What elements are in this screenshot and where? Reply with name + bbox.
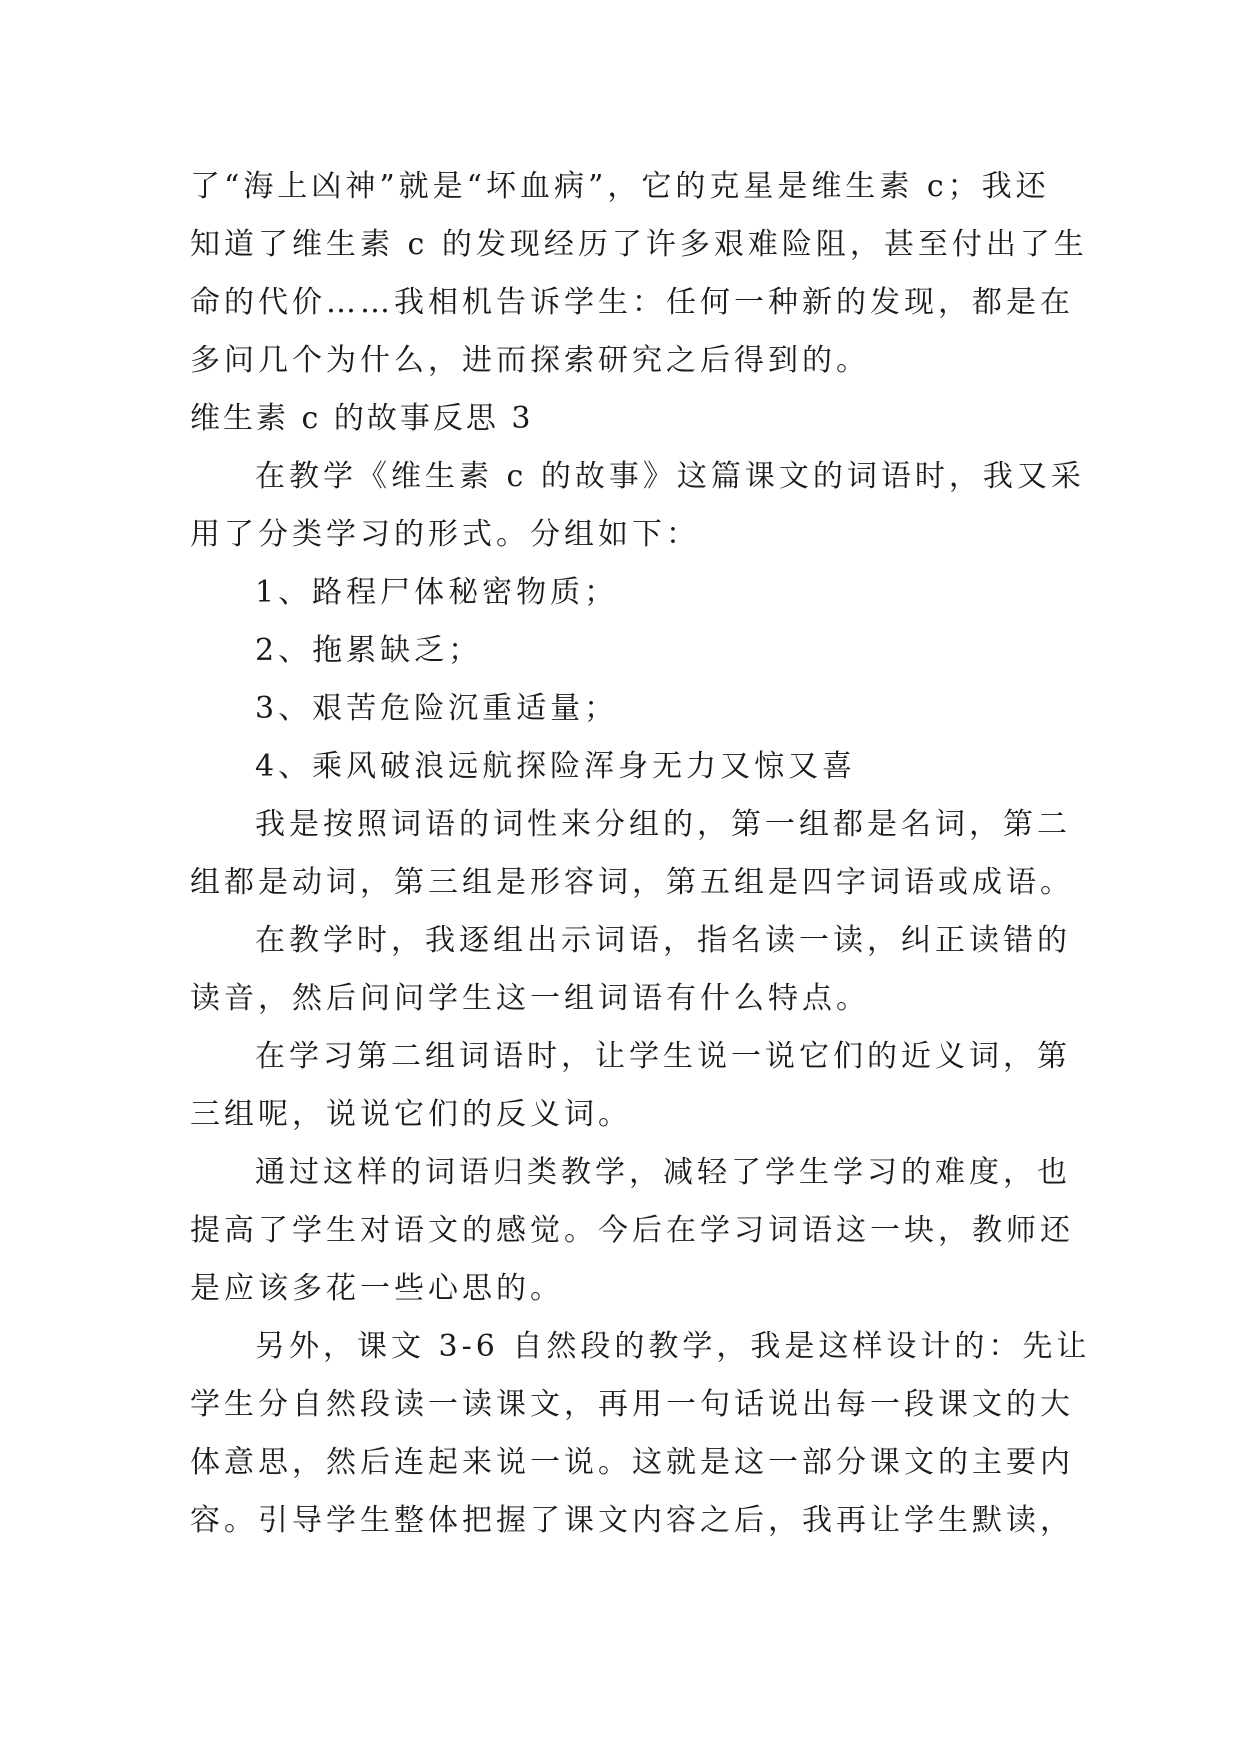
paragraph-first-line: 在教学《维生素 c 的故事》这篇课文的词语时，我又采 — [255, 459, 1085, 494]
paragraph-first-line: 另外，课文 3-6 自然段的教学，我是这样设计的：先让 — [255, 1329, 1091, 1364]
section-heading: 维生素 c 的故事反思 3 — [190, 401, 534, 436]
paragraph-first-line: 在学习第二组词语时，让学生说一说它们的近义词，第 — [255, 1039, 1071, 1074]
text-line: 三组呢，说说它们的反义词。 — [190, 1097, 632, 1132]
text-line: 命的代价……我相机告诉学生：任何一种新的发现，都是在 — [190, 285, 1074, 320]
text-line: 是应该多花一些心思的。 — [190, 1271, 564, 1306]
list-item: 2、拖累缺乏； — [255, 633, 483, 668]
text-line: 知道了维生素 c 的发现经历了许多艰难险阻，甚至付出了生 — [190, 227, 1088, 262]
list-item: 4、乘风破浪远航探险浑身无力又惊又喜 — [255, 749, 857, 784]
text-line: 体意思，然后连起来说一说。这就是这一部分课文的主要内 — [190, 1445, 1074, 1480]
paragraph-first-line: 我是按照词语的词性来分组的，第一组都是名词，第二 — [255, 807, 1071, 842]
list-item: 3、艰苦危险沉重适量； — [255, 691, 619, 726]
text-line: 读音，然后问问学生这一组词语有什么特点。 — [190, 981, 870, 1016]
text-line: 组都是动词，第三组是形容词，第五组是四字词语或成语。 — [190, 865, 1074, 900]
text-line: 学生分自然段读一读课文，再用一句话说出每一段课文的大 — [190, 1387, 1074, 1422]
text-line: 了“海上凶神”就是“坏血病”，它的克星是维生素 c；我还 — [190, 169, 1050, 204]
paragraph-first-line: 通过这样的词语归类教学，减轻了学生学习的难度，也 — [255, 1155, 1071, 1190]
text-line: 容。引导学生整体把握了课文内容之后，我再让学生默读， — [190, 1503, 1074, 1538]
text-line: 提高了学生对语文的感觉。今后在学习词语这一块，教师还 — [190, 1213, 1074, 1248]
paragraph-first-line: 在教学时，我逐组出示词语，指名读一读，纠正读错的 — [255, 923, 1071, 958]
text-line: 用了分类学习的形式。分组如下： — [190, 517, 700, 552]
list-item: 1、路程尸体秘密物质； — [255, 575, 619, 610]
text-line: 多问几个为什么，进而探索研究之后得到的。 — [190, 343, 870, 378]
